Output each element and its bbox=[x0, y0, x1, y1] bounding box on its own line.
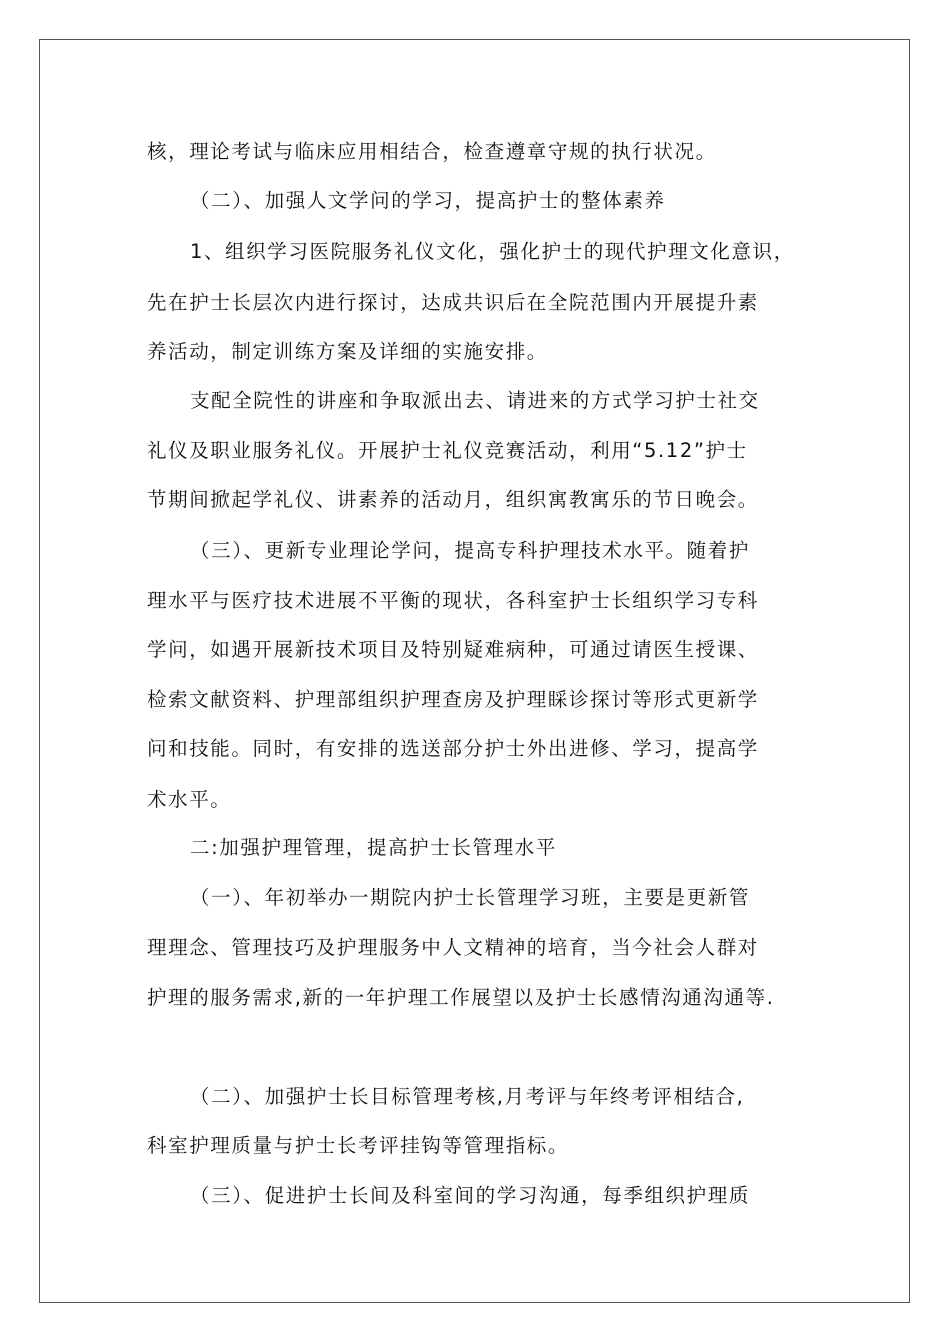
text-line: 术水平。 bbox=[147, 788, 232, 811]
text-line: 理水平与医疗技术进展不平衡的现状，各科室护士长组织学习专科 bbox=[147, 589, 759, 612]
text-line: 学问，如遇开展新技术项目及特别疑难病种，可通过请医生授课、 bbox=[147, 638, 759, 661]
text-line: （三）、促进护士长间及科室间的学习沟通，每季组织护理质 bbox=[190, 1184, 750, 1207]
text-line: （三）、更新专业理论学问，提高专科护理技术水平。随着护 bbox=[190, 539, 750, 562]
text-line: 礼仪及职业服务礼仪。开展护士礼仪竞赛活动，利用“5.12”护士 bbox=[147, 439, 748, 462]
text-line: 理理念、管理技巧及护理服务中人文精神的培育，当今社会人群对 bbox=[147, 936, 759, 959]
text-line: （二）、加强护士长目标管理考核,月考评与年终考评相结合, bbox=[190, 1085, 745, 1108]
text-line: 支配全院性的讲座和争取派出去、请进来的方式学习护士社交 bbox=[190, 389, 760, 412]
text-line: 核，理论考试与临床应用相结合，检查遵章守规的执行状况。 bbox=[147, 140, 717, 163]
text-line: 检索文献资料、护理部组织护理查房及护理睬诊探讨等形式更新学 bbox=[147, 688, 759, 711]
text-line: 科室护理质量与护士长考评挂钩等管理指标。 bbox=[147, 1134, 570, 1157]
text-line: 护理的服务需求,新的一年护理工作展望以及护士长感情沟通沟通等. bbox=[147, 986, 775, 1009]
section-heading: （二）、加强人文学问的学习，提高护士的整体素养 bbox=[190, 189, 666, 212]
section-heading: 二:加强护理管理，提高护士长管理水平 bbox=[190, 836, 557, 859]
text-line: 先在护士长层次内进行探讨，达成共识后在全院范围内开展提升素 bbox=[147, 291, 759, 314]
text-line: 养活动，制定训练方案及详细的实施安排。 bbox=[147, 340, 548, 363]
text-line: （一）、年初举办一期院内护士长管理学习班，主要是更新管 bbox=[190, 886, 750, 909]
text-line: 问和技能。同时，有安排的选送部分护士外出进修、学习，提高学 bbox=[147, 737, 759, 760]
text-line: 节期间掀起学礼仪、讲素养的活动月，组织寓教寓乐的节日晚会。 bbox=[147, 488, 759, 511]
text-line: 1、组织学习医院服务礼仪文化，强化护士的现代护理文化意识， bbox=[190, 240, 795, 263]
